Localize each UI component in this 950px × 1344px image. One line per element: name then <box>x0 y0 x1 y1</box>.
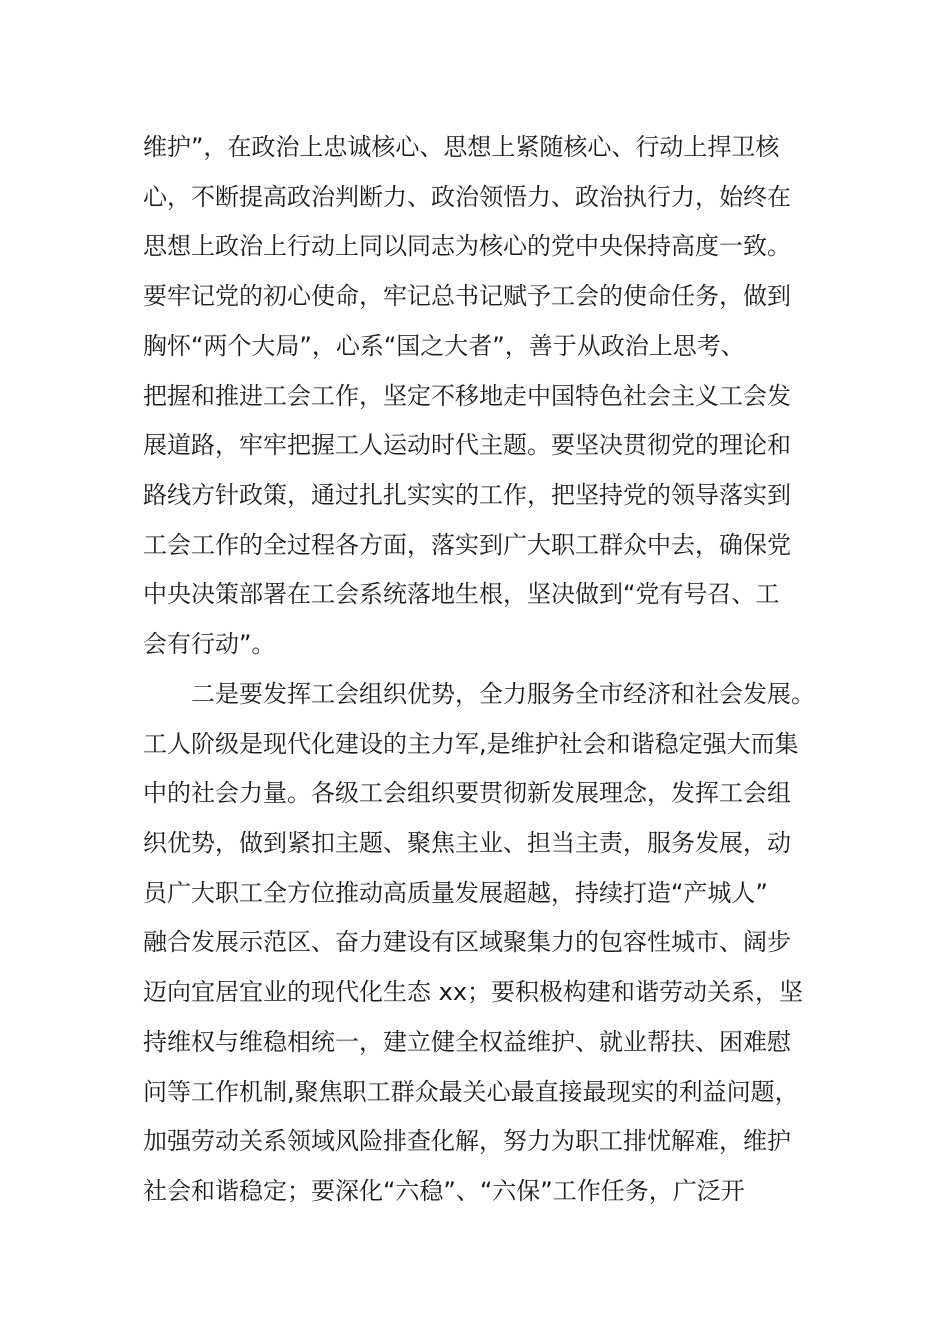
text-line: 展道路，牢牢把握工人运动时代主题。要坚决贯彻党的理论和 <box>143 431 791 459</box>
text-line: 会有行动”。 <box>143 630 276 658</box>
text-line: 中央决策部署在工会系统落地生根，坚决做到“党有号召、工 <box>143 580 780 608</box>
text-line: 融合发展示范区、奋力建设有区域聚集力的包容性城市、阔步 <box>143 928 791 956</box>
text-line: 问等工作机制,聚焦职工群众最关心最直接最现实的利益问题， <box>143 1078 799 1106</box>
text-line: 把握和推进工会工作，坚定不移地走中国特色社会主义工会发 <box>143 382 791 410</box>
text-line: 路线方针政策，通过扎扎实实的工作，把坚持党的领导落实到 <box>143 481 791 509</box>
text-line: 织优势，做到紧扣主题、聚焦主业、担当主责，服务发展，动 <box>143 829 791 857</box>
text-line: 中的社会力量。各级工会组织要贯彻新发展理念，发挥工会组 <box>143 779 791 807</box>
text-line: 持维权与维稳相统一，建立健全权益维护、就业帮扶、困难慰 <box>143 1028 791 1056</box>
text-line: 胸怀“两个大局”，心系“国之大者”，善于从政治上思考、 <box>143 332 745 360</box>
text-line: 要牢记党的初心使命，牢记总书记赋予工会的使命任务，做到 <box>143 282 791 310</box>
text-line: 迈向宜居宜业的现代化生态 xx；要积极构建和谐劳动关系，坚 <box>143 978 804 1006</box>
text-line: 工会工作的全过程各方面，落实到广大职工群众中去，确保党 <box>143 531 791 559</box>
text-line: 加强劳动关系领域风险排查化解，努力为职工排忧解难，维护 <box>143 1127 791 1155</box>
text-line: 思想上政治上行动上同以同志为核心的党中央保持高度一致。 <box>143 232 791 260</box>
text-line: 社会和谐稳定；要深化“六稳”、“六保”工作任务，广泛开 <box>143 1177 745 1205</box>
text-line: 工人阶级是现代化建设的主力军,是维护社会和谐稳定强大而集 <box>143 730 799 758</box>
paragraph-start-line: 二是要发挥工会组织优势，全力服务全市经济和社会发展。 <box>191 680 815 708</box>
text-line: 心，不断提高政治判断力、政治领悟力、政治执行力，始终在 <box>143 183 791 211</box>
text-line: 员广大职工全方位推动高质量发展超越，持续打造“产城人” <box>143 879 768 907</box>
text-line: 维护”，在政治上忠诚核心、思想上紧随核心、行动上捍卫核 <box>143 133 780 161</box>
